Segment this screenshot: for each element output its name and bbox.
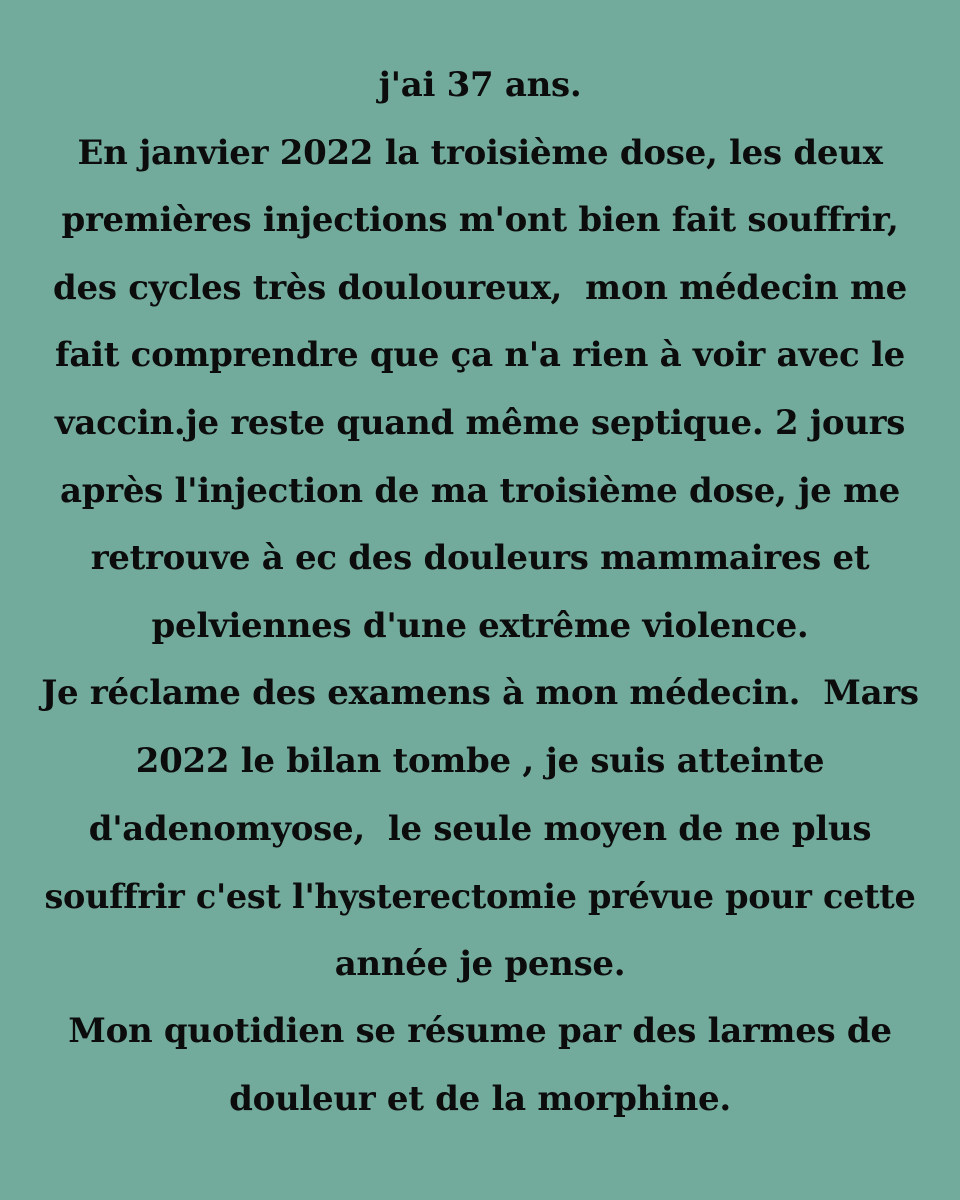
- text-line: premières injections m'ont bien fait souffrir,: [61, 200, 899, 241]
- text-line: souffrir c'est l'hysterectomie prévue pour cette: [44, 877, 916, 917]
- text-line: après l'injection de ma troisième dose, je me: [60, 470, 900, 511]
- text-line: vaccin.je reste quand même septique. 2 jours: [54, 402, 906, 443]
- text-line: d'adenomyose, le seule moyen de ne plus: [88, 808, 872, 849]
- text-line: Je réclame des examens à mon médecin. Mars: [41, 673, 919, 714]
- text-line: fait comprendre que ça n'a rien à voir avec le: [55, 335, 905, 376]
- text-line: retrouve à ec des douleurs mammaires et: [90, 538, 870, 579]
- text-line: 2022 le bilan tombe , je suis atteinte: [135, 740, 825, 781]
- text-line: En janvier 2022 la troisième dose, les deux: [77, 132, 883, 173]
- text-line: Mon quotidien se résume par des larmes de: [68, 1011, 892, 1052]
- text-line: année je pense.: [334, 943, 626, 984]
- text-line: des cycles très douloureux, mon médecin me: [53, 267, 907, 308]
- text-line: pelviennes d'une extrême violence.: [151, 605, 809, 646]
- testimony-text: [40, 52, 920, 1134]
- text-line: j'ai 37 ans.: [378, 65, 582, 105]
- text-line: douleur et de la morphine.: [229, 1078, 731, 1119]
